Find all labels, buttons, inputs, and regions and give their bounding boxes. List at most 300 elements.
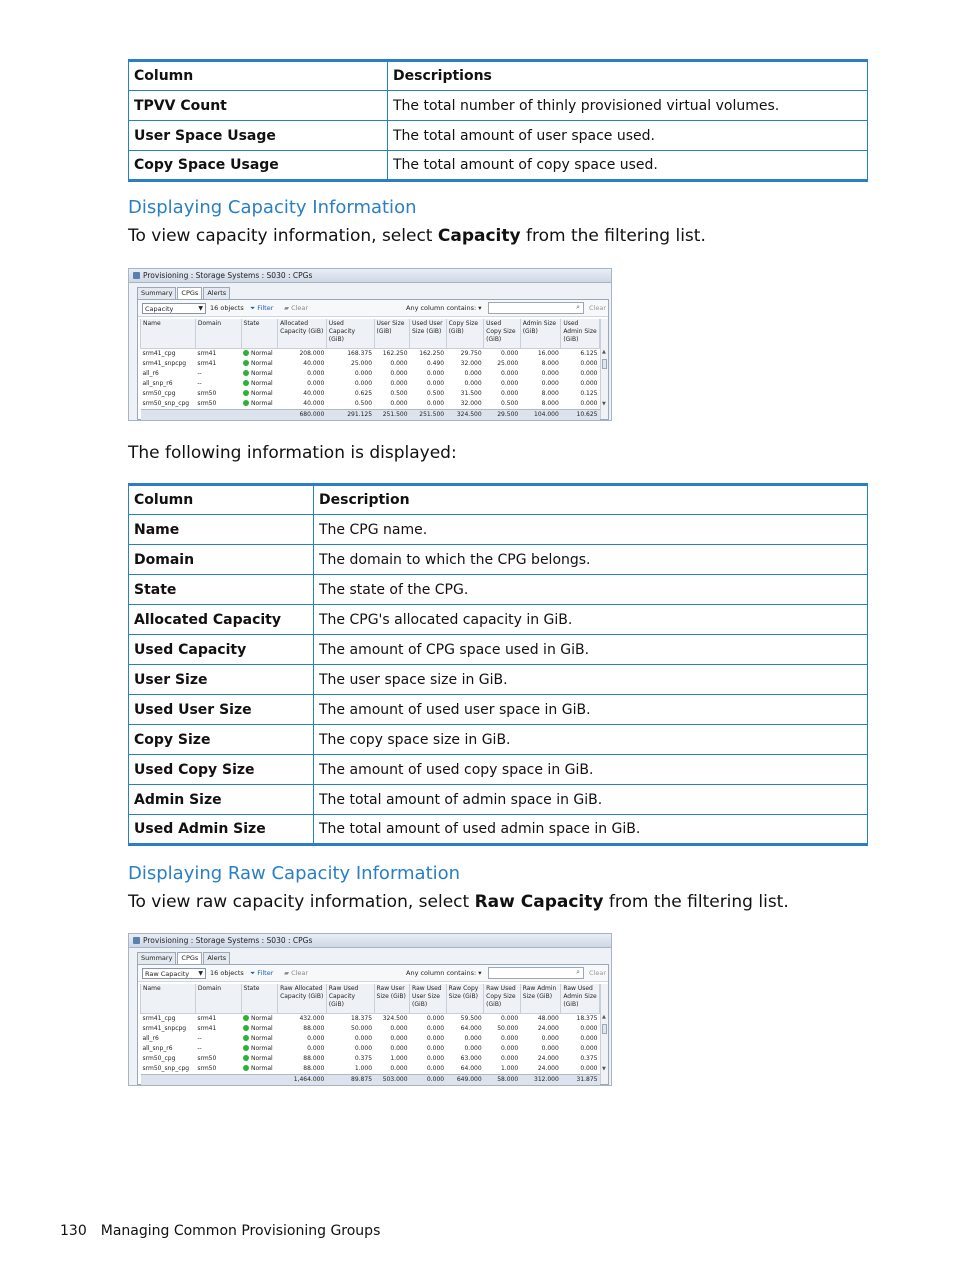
grid-cell: 0.000 [426,379,445,387]
capacity-instruction [128,226,706,246]
grid-cell: srm50_cpg [142,1054,176,1062]
table-cell-description: The total amount of user space used. [388,121,868,151]
clear-filter-button[interactable] [284,304,308,312]
grid-cell: 0.000 [426,1044,445,1052]
grid-cell: 0.000 [426,1064,445,1072]
window-titlebar [129,934,611,948]
filter-icon: ⏷ [250,969,256,977]
tab-summary[interactable]: Summary [137,952,176,964]
grid-cell: 432.000 [299,1014,325,1022]
clear-label: Clear [291,969,309,977]
tab-alerts[interactable]: Alerts [203,952,230,964]
table-cell-column: Column [129,485,314,515]
grid-cell: 0.000 [464,379,482,387]
grid-cell: 59.500 [460,1014,482,1022]
column-header[interactable]: Allocated Capacity (GiB) [278,319,327,348]
column-header[interactable]: Domain [195,984,241,1013]
any-column-text: Any column contains: [406,304,477,312]
grid-cell: 0.000 [426,1034,445,1042]
table-row[interactable] [141,369,600,379]
grid-cell: 8.000 [541,359,559,367]
search-input[interactable] [488,302,584,314]
column-header[interactable]: Raw Used User Size (GiB) [410,984,447,1013]
grid-cell: 25.000 [497,359,519,367]
status-ok-icon [243,390,249,396]
grid-cell: 88.000 [303,1024,325,1032]
grid-cell: 0.490 [426,359,445,367]
grid-cell: srm50_snp_cpg [142,399,190,407]
grid-cell: 0.000 [541,1034,559,1042]
grid-cell: 6.125 [580,349,598,357]
grid-cell: -- [197,1034,202,1042]
grid-cell: 0.000 [307,1044,325,1052]
table-row[interactable] [141,1054,600,1064]
app-icon [133,272,140,279]
grid-cell: all_snp_r6 [142,1044,173,1052]
column-header[interactable]: Domain [195,319,241,348]
state-text: Normal [251,1044,273,1052]
state-cell [241,348,278,359]
column-header[interactable]: State [241,319,278,348]
total-cell: 291.125 [326,409,374,420]
grid-cell: 0.000 [501,379,519,387]
table-cell-description: The total amount of copy space used. [388,151,868,181]
grid-cell: 18.375 [351,1014,373,1022]
total-cell: 104.000 [520,409,561,420]
grid-cell: 0.000 [541,1044,559,1052]
table-row[interactable] [141,389,600,399]
grid-cell: 0.000 [390,359,408,367]
state-text: Normal [251,1054,273,1062]
capacity-instruction-bold: Capacity [437,226,521,246]
filter-label: Filter [257,969,274,977]
column-header[interactable]: State [241,984,278,1013]
table-row [129,151,868,181]
grid-cell: 1.000 [354,1064,373,1072]
total-cell: 1,464.000 [278,1074,327,1085]
vertical-scrollbar[interactable] [600,319,608,419]
table-cell-column: Copy Size [129,725,314,755]
capacity-screenshot [128,268,612,421]
status-ok-icon [243,350,249,356]
state-cell [241,399,278,410]
table-cell-description: The total number of thinly provisioned virtual volumes. [388,91,868,121]
table-cell-column: User Space Usage [129,121,388,151]
grid-cell: 0.000 [426,1024,445,1032]
grid-cell: 0.500 [501,399,519,407]
page-footer [60,1223,380,1239]
grid-cell: 40.000 [303,359,325,367]
any-column-label [406,304,482,312]
column-header[interactable]: Used User Size (GiB) [410,319,447,348]
column-header[interactable]: Raw Allocated Capacity (GiB) [278,984,327,1013]
grid-cell: srm41 [197,349,217,357]
capacity-instruction-pre: To view capacity information, select [128,226,438,246]
table-cell-column: User Size [129,665,314,695]
scroll-thumb[interactable] [602,1024,607,1034]
grid-cell: 1.000 [501,1064,519,1072]
grid-cell: 168.375 [347,349,373,357]
total-cell: 89.875 [326,1074,374,1085]
table-row [129,695,868,725]
grid-cell: srm50 [197,1064,217,1072]
column-header[interactable]: Used Admin Size (GiB) [561,319,600,348]
total-cell [195,409,241,420]
column-description-table-2 [128,483,868,846]
total-cell [241,409,278,420]
grid-cell: 0.500 [390,389,408,397]
section-heading-capacity: Displaying Capacity Information [128,197,417,218]
state-cell [241,359,278,369]
column-header[interactable]: Used Copy Size (GiB) [484,319,521,348]
status-ok-icon [243,370,249,376]
grid-header-row [141,319,600,348]
grid-cell: 0.000 [390,379,408,387]
total-cell [241,1074,278,1085]
totals-row [141,409,600,420]
state-cell [241,1054,278,1064]
grid-cell: 0.000 [464,1034,482,1042]
state-text: Normal [251,1014,273,1022]
state-cell [241,389,278,399]
grid-cell: 0.000 [464,1044,482,1052]
state-cell [241,1034,278,1044]
grid-cell: 0.000 [501,369,519,377]
clear-filter-button[interactable] [284,969,308,977]
search-icon: ⌕ [576,968,580,976]
grid-cell: 88.000 [303,1054,325,1062]
grid-cell: 0.000 [580,1064,598,1072]
state-text: Normal [251,379,273,387]
grid-cell: 31.500 [460,389,482,397]
total-cell: 324.500 [446,409,484,420]
filter-toolbar [138,965,608,982]
tab-summary[interactable]: Summary [137,287,176,299]
grid-cell: 32.000 [460,399,482,407]
chevron-down-icon: ▾ [478,304,482,312]
table-cell-description: The amount of used user space in GiB. [314,695,868,725]
grid-cell: 0.000 [307,379,325,387]
grid-cell: 0.000 [390,1034,408,1042]
table-cell-column: TPVV Count [129,91,388,121]
column-header[interactable]: Copy Size (GiB) [446,319,484,348]
table-cell-description: The total amount of used admin space in GiB. [314,815,868,845]
capacity-instruction-post: from the filtering list. [520,226,706,246]
total-cell: 0.000 [410,1074,447,1085]
grid-cell: 0.000 [580,359,598,367]
grid-cell: srm41_cpg [142,1014,176,1022]
grid-cell: 0.000 [501,1044,519,1052]
grid-cell: 0.000 [426,369,445,377]
grid-cell: 0.000 [354,1044,373,1052]
total-cell: 251.500 [410,409,447,420]
state-cell [241,1024,278,1034]
table-cell-column: Column [129,61,388,91]
search-icon: ⌕ [576,303,580,311]
total-cell [141,1074,196,1085]
vertical-scrollbar[interactable] [600,984,608,1084]
table-cell-column: Domain [129,545,314,575]
grid-cell: 8.000 [541,389,559,397]
table-cell-column: Used Admin Size [129,815,314,845]
filter-combo[interactable] [142,303,206,314]
clear-search-button[interactable]: Clear [589,304,606,312]
table-row[interactable] [141,1013,600,1024]
raw-capacity-instruction-pre: To view raw capacity information, select [128,892,475,912]
grid-cell: srm50_snp_cpg [142,1064,190,1072]
grid-cell: 64.000 [460,1064,482,1072]
tab-cpgs[interactable]: CPGs [177,952,202,965]
table-cell-description: The amount of used copy space in GiB. [314,755,868,785]
clear-search-button[interactable]: Clear [589,969,606,977]
grid-cell: 0.000 [580,379,598,387]
column-header[interactable]: Admin Size (GiB) [520,319,561,348]
table-cell-column: State [129,575,314,605]
grid-cell: 16.000 [537,349,559,357]
grid-cell: 25.000 [351,359,373,367]
chevron-down-icon: ▼ [198,305,203,312]
totals-row [141,1074,600,1085]
grid-cell: srm41_cpg [142,349,176,357]
grid-cell: 24.000 [537,1054,559,1062]
table-cell-column: Copy Space Usage [129,151,388,181]
table-row[interactable] [141,1044,600,1054]
column-header[interactable]: Name [141,319,196,348]
grid-cell: 0.500 [354,399,373,407]
cpg-grid [140,984,600,1085]
grid-cell: srm50 [197,389,217,397]
any-column-label [406,969,482,977]
total-cell: 649.000 [446,1074,484,1085]
column-header[interactable]: Raw Used Capacity (GiB) [326,984,374,1013]
status-ok-icon [243,380,249,386]
grid-cell: srm50_cpg [142,389,176,397]
table-row [129,665,868,695]
status-ok-icon [243,400,249,406]
grid-cell: srm41_snpcpg [142,359,187,367]
object-count: 16 objects [210,969,244,977]
table-row [129,121,868,151]
table-cell-description: The user space size in GiB. [314,665,868,695]
grid-cell: srm41 [197,359,217,367]
table-row [129,605,868,635]
table-cell-column: Allocated Capacity [129,605,314,635]
column-header[interactable]: Raw Used Admin Size (GiB) [561,984,600,1013]
grid-header-row [141,984,600,1013]
grid-cell: 0.000 [541,379,559,387]
table-cell-description: The state of the CPG. [314,575,868,605]
table-cell-column: Used User Size [129,695,314,725]
grid-cell: 0.000 [501,1014,519,1022]
grid-cell: 29.750 [460,349,482,357]
total-cell: 29.500 [484,409,521,420]
table-cell-description: The CPG name. [314,515,868,545]
any-column-text: Any column contains: [406,969,477,977]
grid-cell: 208.000 [299,349,325,357]
status-ok-icon [243,1065,249,1071]
state-cell [241,1064,278,1075]
clear-label: Clear [291,304,309,312]
scroll-down-icon[interactable]: ▼ [602,1066,606,1072]
grid-cell: -- [197,369,202,377]
total-cell: 58.000 [484,1074,521,1085]
table-row[interactable] [141,359,600,369]
table-row [129,815,868,845]
column-header[interactable]: Raw Admin Size (GiB) [520,984,561,1013]
grid-cell: 64.000 [460,1024,482,1032]
filter-icon: ⏷ [250,304,256,312]
state-cell [241,369,278,379]
chevron-down-icon: ▼ [198,970,203,977]
table-row [129,91,868,121]
table-row [129,725,868,755]
state-text: Normal [251,369,273,377]
table-row [129,515,868,545]
total-cell [141,409,196,420]
filter-combo[interactable] [142,968,206,979]
column-header[interactable]: Raw User Size (GiB) [374,984,410,1013]
grid-cell: 24.000 [537,1064,559,1072]
grid-cell: -- [197,379,202,387]
scroll-thumb[interactable] [602,359,607,369]
status-ok-icon [243,1055,249,1061]
column-header[interactable]: Raw Copy Size (GiB) [446,984,484,1013]
grid-cell: 40.000 [303,389,325,397]
grid-cell: 1.000 [390,1054,408,1062]
grid-cell: 0.000 [390,1064,408,1072]
grid-cell: all_snp_r6 [142,379,173,387]
state-text: Normal [251,1024,273,1032]
table-row[interactable] [141,379,600,389]
grid-cell: 0.000 [354,1034,373,1042]
column-header[interactable]: Raw Used Copy Size (GiB) [484,984,521,1013]
column-header[interactable]: User Size (GiB) [374,319,410,348]
grid-cell: 0.000 [501,1054,519,1062]
grid-panel [137,299,609,420]
section-heading-raw-capacity: Displaying Raw Capacity Information [128,863,461,884]
grid-cell: 0.000 [501,349,519,357]
grid-cell: 0.000 [501,389,519,397]
eraser-icon: ▰ [284,304,289,312]
grid-cell: srm50 [197,1054,217,1062]
grid-cell: 50.000 [497,1024,519,1032]
table-row[interactable] [141,1024,600,1034]
tab-alerts[interactable]: Alerts [203,287,230,299]
grid-cell: 0.000 [354,379,373,387]
state-text: Normal [251,1064,273,1072]
state-text: Normal [251,389,273,397]
table-cell-column: Used Copy Size [129,755,314,785]
table-cell-column: Used Capacity [129,635,314,665]
grid-cell: 0.000 [501,1034,519,1042]
grid-cell: 0.125 [580,389,598,397]
filter-button[interactable] [250,304,273,313]
grid-cell: srm41 [197,1014,217,1022]
grid-cell: 0.000 [426,1014,445,1022]
grid-cell: 0.375 [354,1054,373,1062]
window-title: Provisioning : Storage Systems : S030 : CPGs [143,936,313,945]
scroll-up-icon[interactable]: ▲ [602,1014,606,1020]
grid-panel [137,964,609,1085]
window-titlebar [129,269,611,283]
grid-cell: 0.000 [580,1044,598,1052]
grid-cell: 0.000 [307,1034,325,1042]
grid-cell: 24.000 [537,1024,559,1032]
state-text: Normal [251,349,273,357]
raw-capacity-instruction-bold: Raw Capacity [474,892,604,912]
filter-combo-value: Capacity [145,305,174,313]
grid-cell: 162.250 [382,349,408,357]
grid-cell: 324.500 [382,1014,408,1022]
grid-cell: 0.000 [541,369,559,377]
grid-cell: 0.000 [390,399,408,407]
grid-cell: 0.000 [354,369,373,377]
grid-cell: 0.000 [580,1024,598,1032]
grid-cell: 0.000 [390,1044,408,1052]
footer-title: Managing Common Provisioning Groups [100,1223,381,1239]
table-cell-description: Description [314,485,868,515]
following-info-text: The following information is displayed: [128,443,457,463]
filter-combo-value: Raw Capacity [145,970,190,978]
grid-cell: 0.000 [580,369,598,377]
eraser-icon: ▰ [284,969,289,977]
search-input[interactable] [488,967,584,979]
table-cell-description: The CPG's allocated capacity in GiB. [314,605,868,635]
grid-cell: 0.000 [307,369,325,377]
table-row[interactable] [141,348,600,359]
table-cell-description: The copy space size in GiB. [314,725,868,755]
table-header-row [129,61,868,91]
table-cell-column: Name [129,515,314,545]
column-header[interactable]: Name [141,984,196,1013]
grid-cell: srm41 [197,1024,217,1032]
table-row[interactable] [141,399,600,410]
grid-cell: 0.000 [426,1054,445,1062]
column-header[interactable]: Used Capacity (GiB) [326,319,374,348]
status-ok-icon [243,1035,249,1041]
state-cell [241,1044,278,1054]
table-row[interactable] [141,1034,600,1044]
table-header-row [129,485,868,515]
table-cell-description: The domain to which the CPG belongs. [314,545,868,575]
grid-cell: 48.000 [537,1014,559,1022]
table-row[interactable] [141,1064,600,1075]
table-row [129,755,868,785]
filter-button[interactable] [250,969,273,978]
grid-cell: 0.000 [426,399,445,407]
raw-capacity-instruction [128,892,789,912]
table-row [129,545,868,575]
state-cell [241,1013,278,1024]
page-number: 130 [60,1223,87,1239]
status-ok-icon [243,1025,249,1031]
total-cell: 312.000 [520,1074,561,1085]
table-cell-column: Admin Size [129,785,314,815]
raw-capacity-screenshot [128,933,612,1086]
scroll-down-icon[interactable]: ▼ [602,401,606,407]
status-ok-icon [243,360,249,366]
grid-cell: srm41_snpcpg [142,1024,187,1032]
tab-cpgs[interactable]: CPGs [177,287,202,300]
column-description-table-1 [128,59,868,182]
total-cell: 680.000 [278,409,327,420]
scroll-up-icon[interactable]: ▲ [602,349,606,355]
total-cell: 10.625 [561,409,600,420]
state-text: Normal [251,1034,273,1042]
grid-cell: -- [197,1044,202,1052]
total-cell: 251.500 [374,409,410,420]
status-ok-icon [243,1045,249,1051]
